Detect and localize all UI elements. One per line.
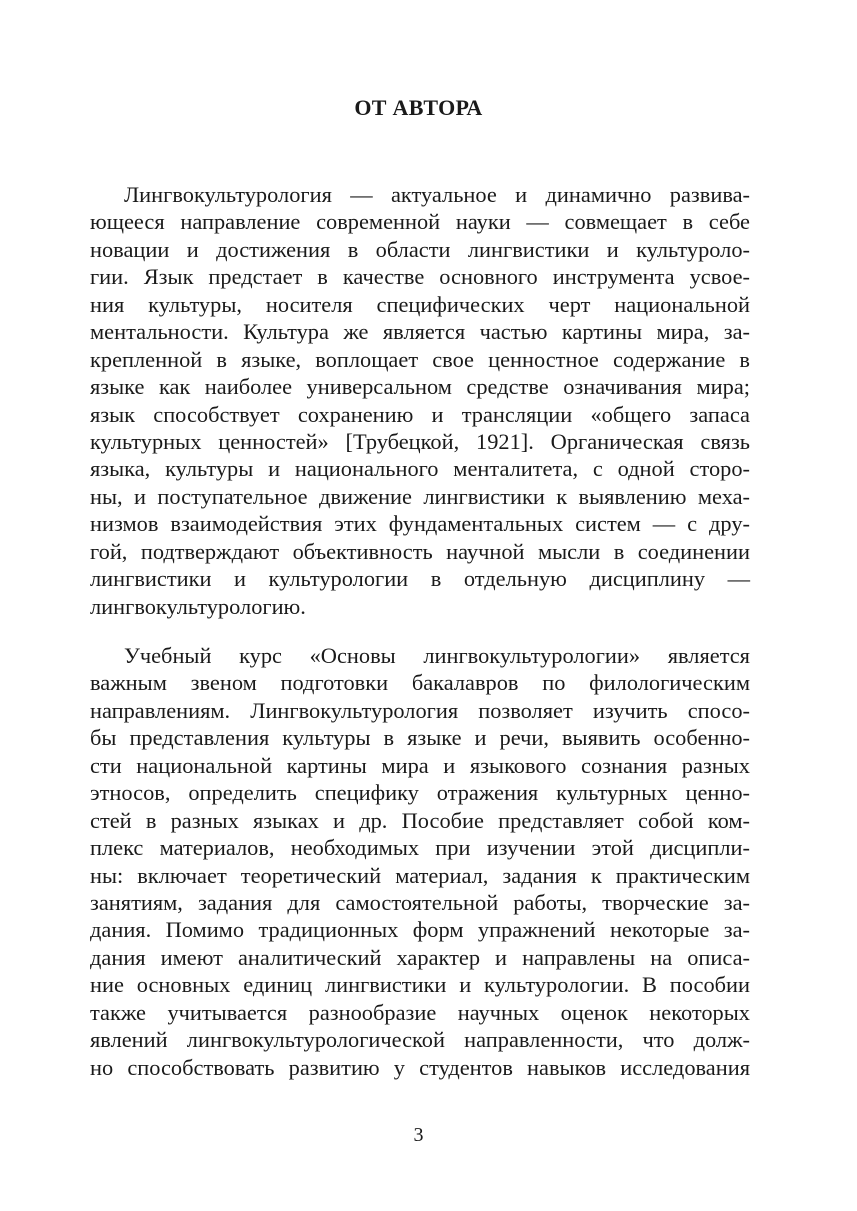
text-line: крепленной в языке, воплощает свое ценностное содержание в (90, 346, 750, 372)
text-line: гой, подтверждают объективность научной мысли в соединении (90, 538, 750, 564)
text-line: Учебный курс «Основы лингвокультурологии» является (124, 643, 750, 668)
text-line: язык способствует сохранению и трансляции «общего запаса (90, 401, 750, 427)
text-line: новации и достижения в области лингвистики и культуроло- (90, 236, 750, 262)
text-line: культурных ценностей» [Трубецкой, 1921]. Органическая связь (90, 428, 750, 454)
text-line: дания имеют аналитический характер и направлены на описа- (90, 944, 750, 970)
page-number: 3 (413, 1124, 424, 1146)
text-line: ния культуры, носителя специфических черт национальной (90, 291, 750, 317)
text-line: ментальности. Культура же является частью картины мира, за- (90, 319, 750, 345)
text-line: направлениям. Лингвокультурология позволяет изучить спосо- (90, 697, 750, 723)
text-line: стей в разных языках и др. Пособие представляет собой ком- (90, 807, 750, 833)
text-line: но способствовать развитию у студентов навыков исследования (90, 1054, 750, 1080)
text-line: также учитывается разнообразие научных оценок некоторых (90, 999, 750, 1025)
text-line: сти национальной картины мира и языкового сознания разных (90, 752, 750, 778)
text-line: ны: включает теоретический материал, задания к практическим (90, 862, 750, 888)
text-line: важным звеном подготовки бакалавров по филологическим (90, 670, 750, 696)
text-line: низмов взаимодействия этих фундаментальных систем — с дру- (90, 511, 750, 537)
text-line: бы представления культуры в языке и речи, выявить особенно- (90, 725, 750, 751)
text-line: ющееся направление современной науки — совмещает в себе (90, 209, 750, 235)
paragraph-intro (90, 181, 750, 620)
text-line: явлений лингвокультурологической направленности, что долж- (90, 1027, 750, 1053)
text-line: ны, и поступательное движение лингвистики к выявлению меха- (90, 483, 750, 509)
text-line: языка, культуры и национального менталитета, с одной сторо- (90, 456, 750, 482)
text-line: плекс материалов, необходимых при изучении этой дисципли- (90, 835, 750, 861)
text-line: гии. Язык предстает в качестве основного инструмента усвое- (90, 264, 750, 290)
text-line: занятиям, задания для самостоятельной работы, творческие за- (90, 889, 750, 915)
text-line: дания. Помимо традиционных форм упражнений некоторые за- (90, 917, 750, 943)
section-heading: ОТ АВТОРА (354, 95, 483, 120)
text-line: Лингвокультурология — актуальное и динамично развива- (124, 182, 750, 207)
text-line: лингвокультурологию. (90, 593, 306, 619)
text-line: ние основных единиц лингвистики и культурологии. В пособии (90, 972, 750, 998)
text-line: языке как наиболее универсальном средстве означивания мира; (90, 374, 750, 400)
text-line: лингвистики и культурологии в отдельную дисциплину — (90, 566, 750, 592)
paragraph-course (90, 642, 750, 1081)
text-line: этносов, определить специфику отражения культурных ценно- (90, 780, 750, 806)
